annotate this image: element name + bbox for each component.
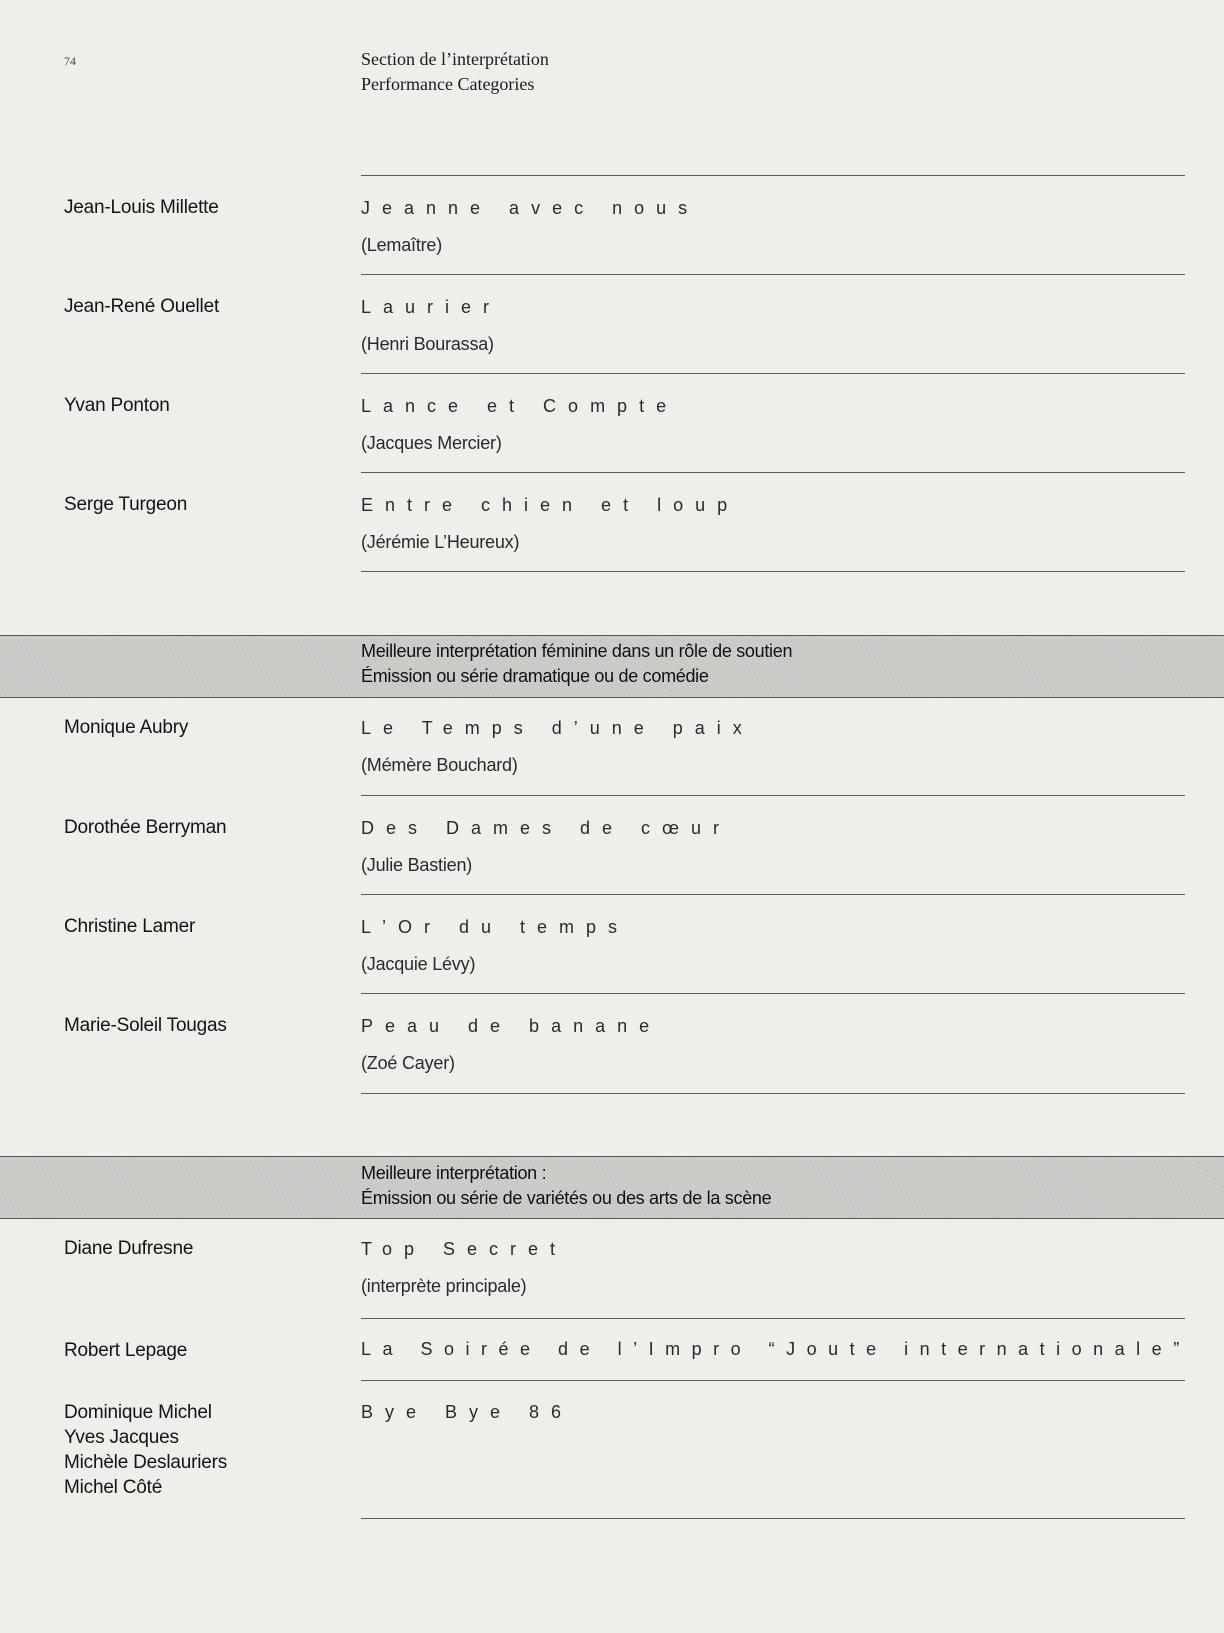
- character-role: (Julie Bastien): [361, 855, 473, 875]
- divider-line: [361, 894, 1185, 895]
- program-title: Jeanne avec nous: [361, 198, 700, 218]
- nominee-name: Marie-Soleil Tougas: [64, 1015, 227, 1036]
- nominee-name: Michèle Deslauriers: [64, 1452, 228, 1473]
- divider-line: [361, 1380, 1185, 1381]
- divider-line: [361, 1518, 1185, 1519]
- nominee-name: Robert Lepage: [64, 1340, 188, 1361]
- nominee-name: Serge Turgeon: [64, 494, 188, 515]
- nominee-name: Diane Dufresne: [64, 1238, 194, 1259]
- nominee-name: Dorothée Berryman: [64, 817, 227, 838]
- nominee-name: Jean-René Ouellet: [64, 296, 220, 317]
- nominee-name: Yves Jacques: [64, 1427, 179, 1448]
- category-heading-line: Émission ou série de variétés ou des arts de la scène: [361, 1188, 772, 1208]
- program-title: L’Or du temps: [361, 917, 630, 937]
- program-title: Lance et Compte: [361, 396, 679, 416]
- category-heading-line: Meilleure interprétation féminine dans un rôle de soutien: [361, 641, 793, 661]
- nominee-name: Dominique Michel: [64, 1402, 212, 1423]
- category-heading-line: Émission ou série dramatique ou de comédie: [361, 666, 709, 686]
- divider-line: [361, 175, 1185, 176]
- program-title: Bye Bye 86: [361, 1402, 574, 1422]
- category-heading-line: Meilleure interprétation :: [361, 1163, 547, 1183]
- program-title: Entre chien et loup: [361, 495, 740, 515]
- divider-line: [361, 274, 1185, 275]
- divider-line: [361, 795, 1185, 796]
- nominee-name: Christine Lamer: [64, 916, 196, 937]
- character-role: (Jérémie L’Heureux): [361, 532, 520, 552]
- divider-line: [361, 472, 1185, 473]
- nominee-name: Yvan Ponton: [64, 395, 170, 416]
- nominee-name: Jean-Louis Millette: [64, 197, 219, 218]
- program-title: Laurier: [361, 297, 502, 317]
- nominee-name: Michel Côté: [64, 1477, 163, 1498]
- header-title-fr: Section de l’interprétation: [361, 49, 549, 69]
- program-title: La Soirée de l’Impro “Joute internationale”: [361, 1339, 1191, 1359]
- header-title-en: Performance Categories: [361, 74, 535, 94]
- character-role: (Jacques Mercier): [361, 433, 502, 453]
- character-role: (Mémère Bouchard): [361, 755, 518, 775]
- character-role: (Henri Bourassa): [361, 334, 494, 354]
- character-role: (interprète principale): [361, 1276, 527, 1296]
- program-title: Peau de banane: [361, 1016, 662, 1036]
- divider-line: [361, 1093, 1185, 1094]
- nominee-name: Monique Aubry: [64, 717, 189, 738]
- page-number: 74: [64, 54, 76, 68]
- divider-line: [361, 1318, 1185, 1319]
- program-title: Le Temps d’une paix: [361, 718, 754, 738]
- character-role: (Jacquie Lévy): [361, 954, 476, 974]
- character-role: (Zoé Cayer): [361, 1053, 455, 1073]
- page-header: [361, 47, 549, 97]
- divider-line: [361, 373, 1185, 374]
- character-role: (Lemaître): [361, 235, 443, 255]
- program-title: Des Dames de cœur: [361, 818, 732, 838]
- divider-line: [361, 571, 1185, 572]
- divider-line: [361, 993, 1185, 994]
- program-title: Top Secret: [361, 1239, 568, 1259]
